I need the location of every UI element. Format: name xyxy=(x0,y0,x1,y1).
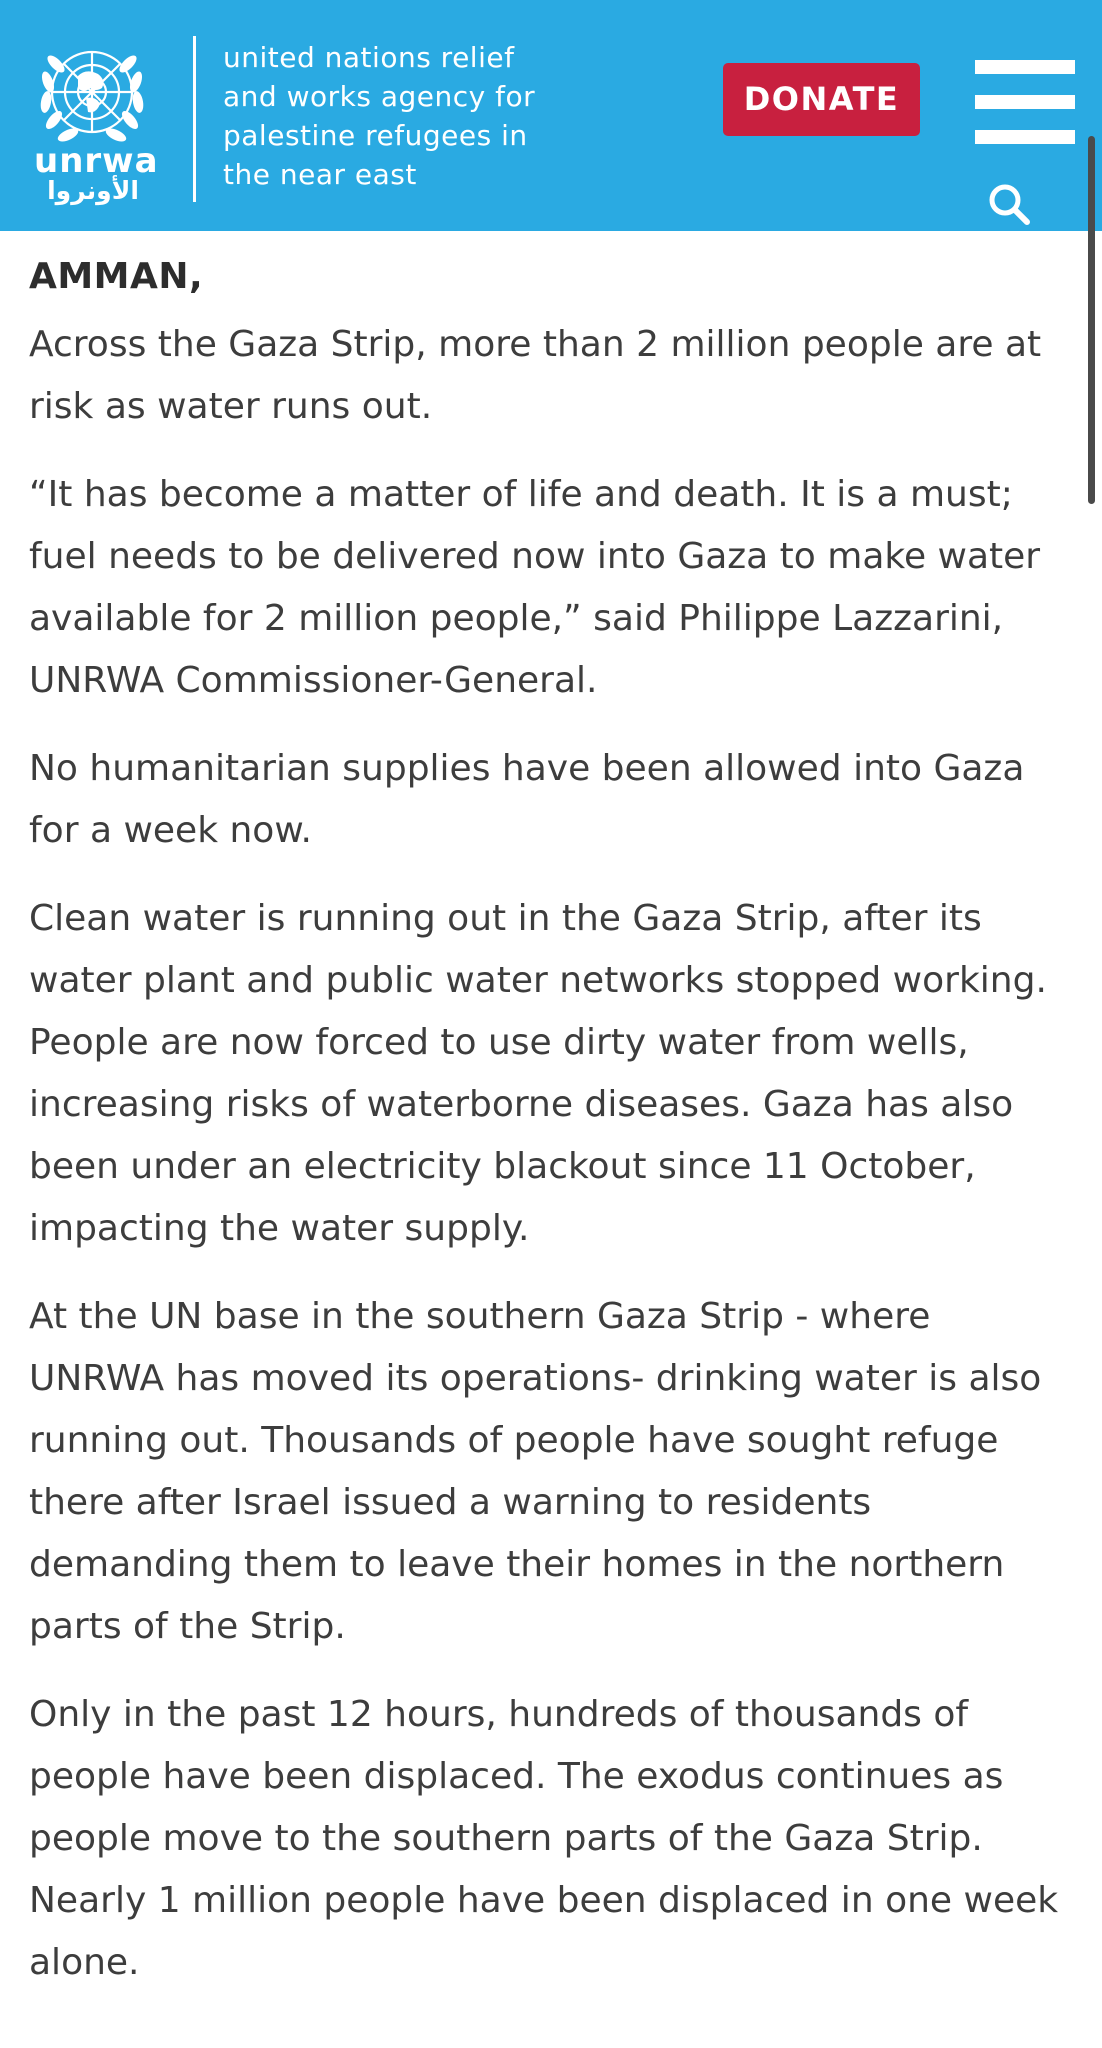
article-paragraph: Clean water is running out in the Gaza Strip, after its water plant and public water networks stopped working. People are now forced to use dirty water from wells, increasing risks of waterborne diseases. Gaza has also been under an electricity blackout since 11 October, impacting the water supply. xyxy=(29,898,1047,1249)
article-paragraph: Only in the past 12 hours, hundreds of thousands of people have been displaced. The exodus continues as people move to the southern parts of the Gaza Strip. Nearly 1 million people have been displaced in one week alone. xyxy=(29,1694,1059,1983)
logo-wordmark-latin[interactable]: unrwa xyxy=(34,141,159,181)
article-dateline: AMMAN, xyxy=(29,256,204,297)
site-header xyxy=(0,0,1102,231)
agency-name-line: the near east xyxy=(223,158,417,191)
hamburger-menu-icon[interactable] xyxy=(975,60,1075,144)
donate-button[interactable]: DONATE xyxy=(723,63,920,136)
header-divider xyxy=(193,36,196,202)
article-paragraph: Across the Gaza Strip, more than 2 million people are at risk as water runs out. xyxy=(29,324,1042,427)
agency-name-line: and works agency for xyxy=(223,80,536,113)
logo-wordmark-arabic[interactable]: الأونروا xyxy=(47,176,139,205)
search-icon[interactable] xyxy=(985,180,1033,228)
article-body xyxy=(29,246,1074,2020)
article-paragraph: No humanitarian supplies have been allowed into Gaza for a week now. xyxy=(29,748,1025,851)
agency-name-line: palestine refugees in xyxy=(223,119,528,152)
article-paragraph: At the UN base in the southern Gaza Strip - where UNRWA has moved its operations- drinking water is also running out. Thousands of people have sought refuge there after Israel issued a warning to residents demanding them to leave their homes in the northern parts of the Strip. xyxy=(29,1296,1042,1647)
agency-name xyxy=(223,38,553,194)
page-scrollbar[interactable] xyxy=(1088,136,1095,504)
article-paragraph: “It has become a matter of life and death. It is a must; fuel needs to be delivered now into Gaza to make water available for 2 million people,” said Philippe Lazzarini, UNRWA Commissioner-General. xyxy=(29,474,1041,701)
agency-name-line: united nations relief xyxy=(223,41,515,74)
